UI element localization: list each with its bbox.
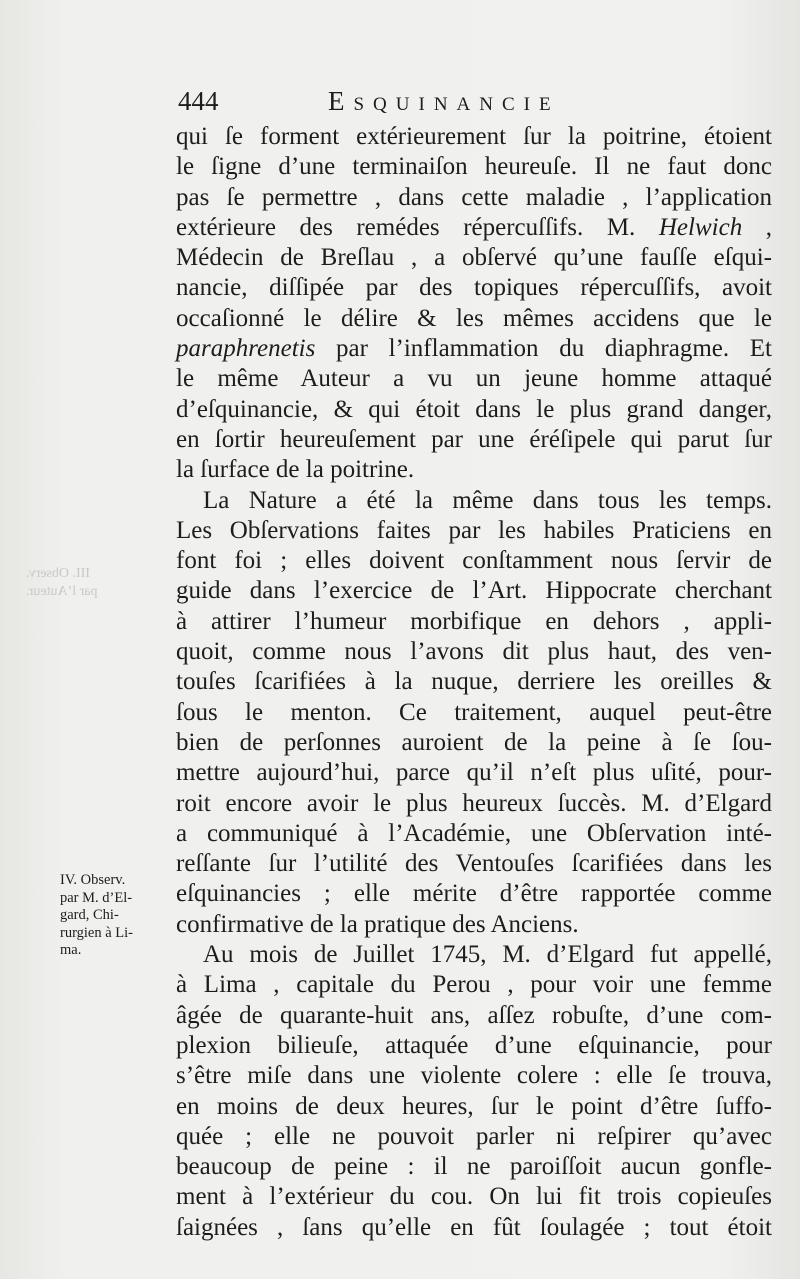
text-line: quoit, comme nous l’avons dit plus haut, des ven- [176,638,772,666]
page-number: 444 [178,86,219,116]
show-through-text: par l’Auteur. [26,584,98,599]
text-line: reſſante ſur l’utilité des Ventouſes ſcarifiées dans les [176,850,772,878]
text-line: pas ſe permettre , dans cette maladie , l’application [176,183,772,211]
text-line: à attirer l’humeur morbifique en dehors , appli- [176,607,772,635]
text-line: roit encore avoir le plus heureux ſuccès. M. d’Elgard [176,789,772,817]
margin-note-line: ma. [60,942,82,958]
body-text [176,122,772,1243]
text-line: beaucoup de peine : il ne paroiſſoit aucun gonfle- [176,1153,772,1181]
text-line: le même Auteur a vu un jeune homme attaqué [176,365,772,393]
text-line: a communiqué à l’Académie, une Obſervation inté- [176,819,772,847]
page-header [178,86,778,126]
text-line: ment à l’extérieur du cou. On lui fit trois copieuſes [176,1183,772,1211]
text-line: confirmative de la pratique des Anciens. [176,910,579,938]
italic-term: paraphrenetis [176,335,316,363]
text-line: en ſortir heureuſement par une éréſipele qui parut ſur [176,425,772,453]
margin-note-line: par M. d’El- [60,889,133,906]
text-line [176,213,772,243]
show-through-text: III. Observ. [26,566,91,581]
text-line: paraphrenetis par l’inflammation du diaphragme. Et [176,335,772,363]
text-line: nancie, diſſipée par des topiques répercuſſifs, avoit [176,274,772,302]
text-line: font foi ; elles doivent conſtamment nous ſervir de [176,547,772,575]
text-line: ſaignées , ſans qu’elle en fût ſoulagée ; tout étoit [176,1213,772,1241]
text-line: guide dans l’exercice de l’Art. Hippocrate cherchant [176,577,772,605]
text-line: le ſigne d’une terminaiſon heureuſe. Il ne faut donc [176,153,772,181]
text-line: Médecin de Breſlau , a obſervé qu’une fauſſe eſqui- [176,244,772,272]
margin-note-line: IV. Observ. [60,872,126,888]
text-line: qui ſe forment extérieurement ſur la poitrine, étoient [176,123,772,150]
text-line: la ſurface de la poitrine. [176,456,415,484]
text-line: bien de perſonnes auroient de la peine à ſe ſou- [176,728,772,756]
text-line: Les Obſervations faites par les habiles Praticiens en [176,516,772,544]
text-line: La Nature a été la même dans tous les temps. [203,486,772,514]
text-line: d’eſquinancie, & qui étoit dans le plus grand danger, [176,395,772,423]
text-line-part: extérieure des remédes répercuſſifs. M. Helwich , [176,213,773,241]
margin-note [60,872,168,960]
text-line: mettre aujourd’hui, parce qu’il n’eſt plus uſité, pour- [176,759,772,787]
text-line: âgée de quarante-huit ans, aſſez robuſte, d’une com- [176,1001,772,1029]
text-line: plexion bilieuſe, attaquée d’une eſquinancie, pour [176,1031,772,1059]
text-line: ſous le menton. Ce traitement, auquel peut-être [176,698,772,726]
text-line: Au mois de Juillet 1745, M. d’Elgard fut appellé, [203,941,772,969]
margin-note-line: rurgien à Li- [60,924,134,941]
italic-term: Helwich [658,213,743,241]
text-line: à Lima , capitale du Perou , pour voir une femme [176,971,772,999]
running-title: Esquinancie [328,86,560,116]
text-line: occaſionné le délire & les mêmes accidens que le [176,304,772,332]
text-line: eſquinancies ; elle mérite d’être rapportée comme [176,880,772,908]
margin-note-line: gard, Chi- [60,907,119,923]
text-line: touſes ſcarifiées à la nuque, derriere les oreilles & [176,668,772,696]
text-line: en moins de deux heures, ſur le point d’être ſuffo- [176,1092,772,1120]
text-line: s’être miſe dans une violente colere : elle ſe trouva, [176,1062,772,1090]
text-line: quée ; elle ne pouvoit parler ni reſpirer qu’avec [176,1122,772,1150]
